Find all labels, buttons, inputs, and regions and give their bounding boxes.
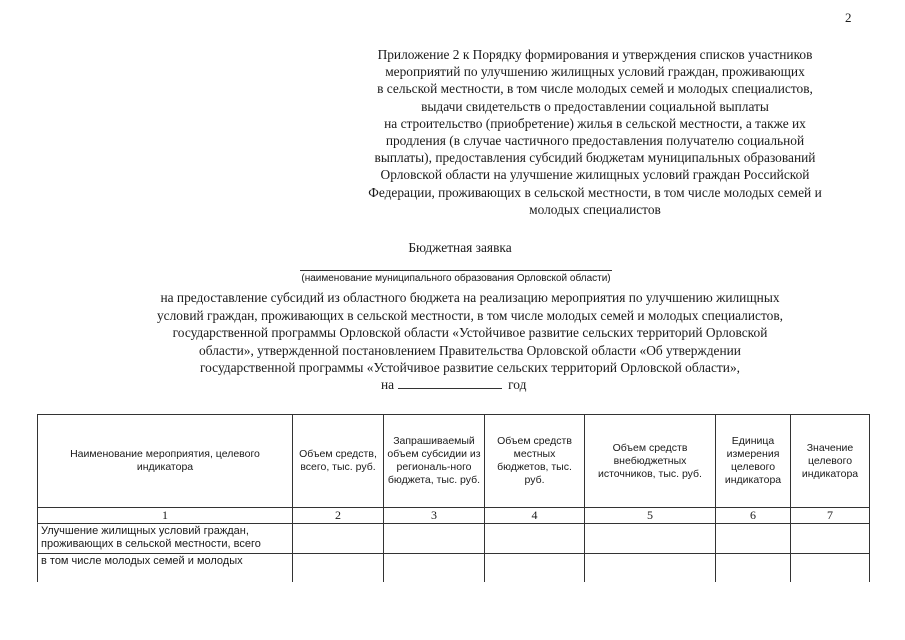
- table-cell[interactable]: [791, 524, 870, 554]
- column-number: 7: [791, 508, 870, 524]
- table-cell[interactable]: [485, 524, 585, 554]
- column-number: 4: [485, 508, 585, 524]
- column-number: 1: [38, 508, 293, 524]
- row-name: Улучшение жилищных условий граждан, проживающих в сельской местности, всего: [38, 524, 293, 554]
- annex-line: Приложение 2 к Порядку формирования и утверждения списков участников: [377, 47, 813, 62]
- annex-line: выплаты), предоставления субсидий бюджетам муниципальных образований: [374, 150, 816, 166]
- table-cell[interactable]: [716, 524, 791, 554]
- header-local-budgets: Объем средств местных бюджетов, тыс. руб.: [485, 415, 585, 508]
- year-prefix: на: [381, 377, 395, 392]
- municipality-blank-field[interactable]: [300, 270, 612, 271]
- annex-header: [322, 46, 868, 218]
- table-cell[interactable]: [485, 554, 585, 583]
- purpose-text: [60, 289, 880, 377]
- year-blank-field[interactable]: [398, 376, 502, 389]
- table-header-row: [38, 415, 870, 508]
- municipality-hint: (наименование муниципального образования Орловской области): [301, 273, 611, 284]
- table-cell[interactable]: [585, 524, 716, 554]
- annex-line: мероприятий по улучшению жилищных условий граждан, проживающих: [385, 64, 805, 80]
- column-number: 5: [585, 508, 716, 524]
- annex-line: в сельской местности, в том числе молодых семей и молодых специалистов,: [377, 81, 813, 97]
- table-cell[interactable]: [384, 524, 485, 554]
- header-regional-subsidy: Запрашиваемый объем субсидии из региональ-ного бюджета, тыс. руб.: [384, 415, 485, 508]
- table-cell[interactable]: [585, 554, 716, 583]
- column-number: 3: [384, 508, 485, 524]
- page-number: 2: [845, 10, 852, 25]
- header-activity-name: Наименование мероприятия, целевого индикатора: [38, 415, 293, 508]
- year-suffix: год: [508, 377, 527, 392]
- header-indicator-unit: Единица измерения целевого индикатора: [716, 415, 791, 508]
- column-number-row: [38, 508, 870, 524]
- annex-line: молодых специалистов: [529, 201, 661, 217]
- annex-line: продления (в случае частичного предоставления получателю социальной: [385, 133, 805, 149]
- table-cell[interactable]: [716, 554, 791, 583]
- budget-table: [37, 414, 870, 582]
- annex-line: на строительство (приобретение) жилья в сельской местности, а также их: [384, 115, 806, 131]
- row-name: в том числе молодых семей и молодых: [38, 554, 293, 583]
- annex-line: Федерации, проживающих в сельской местности, в том числе молодых семей и: [368, 184, 822, 200]
- table-cell[interactable]: [384, 554, 485, 583]
- purpose-line: государственной программы «Устойчивое развитие сельских территорий Орловской области»,: [199, 360, 740, 376]
- table-cell[interactable]: [293, 524, 384, 554]
- purpose-line: области», утвержденной постановлением Правительства Орловской области «Об утверждении: [199, 342, 741, 358]
- header-extrabudgetary: Объем средств внебюджетных источников, тыс. руб.: [585, 415, 716, 508]
- annex-line: выдачи свидетельств о предоставлении социальной выплаты: [421, 98, 769, 114]
- annex-line: Орловской области на улучшение жилищных условий граждан Российской: [380, 167, 810, 183]
- purpose-line: государственной программы Орловской области «Устойчивое развитие сельских территорий Орловской: [172, 325, 768, 341]
- document-title: Бюджетная заявка: [408, 240, 512, 255]
- header-indicator-value: Значение целевого индикатора: [791, 415, 870, 508]
- year-line: [381, 376, 526, 393]
- table-cell[interactable]: [293, 554, 384, 583]
- purpose-line: на предоставление субсидий из областного бюджета на реализацию мероприятия по улучшению жилищных: [160, 290, 780, 305]
- table-row: [38, 554, 870, 583]
- header-total-funds: Объем средств, всего, тыс. руб.: [293, 415, 384, 508]
- column-number: 2: [293, 508, 384, 524]
- purpose-line: условий граждан, проживающих в сельской местности, в том числе молодых семей и молодых специалистов,: [156, 307, 784, 323]
- table-row: [38, 524, 870, 554]
- column-number: 6: [716, 508, 791, 524]
- table-cell[interactable]: [791, 554, 870, 583]
